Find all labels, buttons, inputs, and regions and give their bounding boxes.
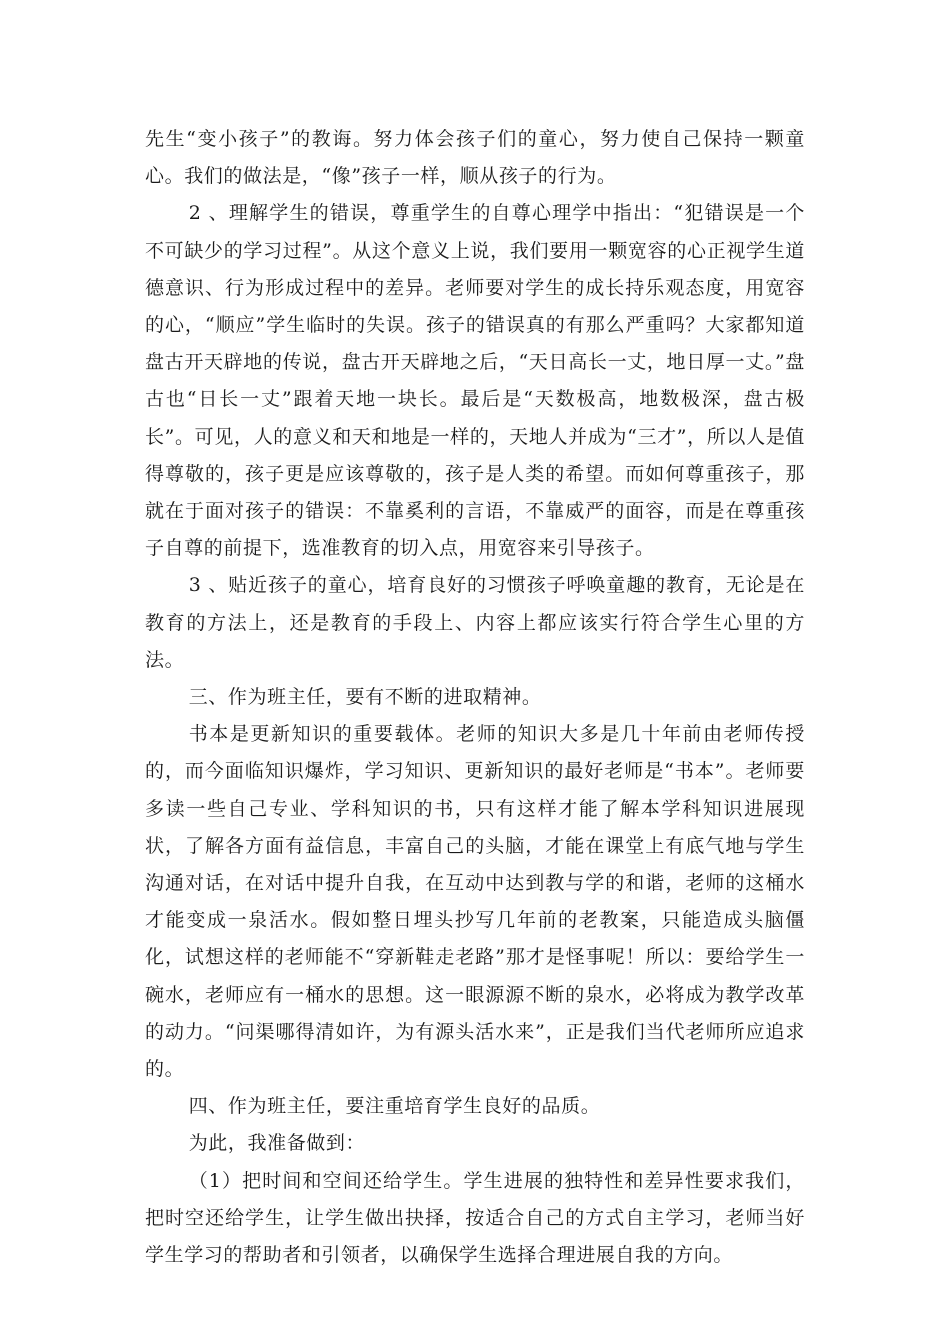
- paragraph-continuation: 先生“变小孩子”的教诲。努力体会孩子们的童心，努力使自己保持一颗童心。我们的做法是，“像”孩子一样，顺从孩子的行为。: [145, 128, 805, 188]
- paragraph-books: 书本是更新知识的重要载体。老师的知识大多是几十年前由老师传授的，而今面临知识爆炸，学习知识、更新知识的最好老师是“书本”。老师要多读一些自己专业、学科知识的书，只有这样才能了解本学科知识进展现状，了解各方面有益信息，丰富自己的头脑，才能在课堂上有底气地与学生沟通对话，在对话中提升自我，在互动中达到教与学的和谐，老师的这桶水才能变成一泉活水。假如整日埋头抄写几年前的老教案，只能造成头脑僵化，试想这样的老师能不“穿新鞋走老路”那才是怪事呢！所以：要给学生一碗水，老师应有一桶水的思想。这一眼源源不断的泉水，必将成为教学改革的动力。“问渠哪得清如许，为有源头活水来”，正是我们当代老师所应追求的。: [145, 723, 805, 1081]
- paragraph-item-one: （1）把时间和空间还给学生。学生进展的独特性和差异性要求我们，把时空还给学生，让学生做出抉择，按适合自己的方式自主学习，老师当好学生学习的帮助者和引领者，以确保学生选择合理进展自我的方向。: [145, 1169, 805, 1267]
- paragraph-childlike-heart: 3 、贴近孩子的童心，培育良好的习惯孩子呼唤童趣的教育，无论是在教育的方法上，还是教育的手段上、内容上都应该实行符合学生心里的方法。: [145, 574, 805, 671]
- paragraph-plan-intro: 为此，我准备做到：: [188, 1132, 366, 1155]
- document-body: [145, 121, 805, 1274]
- paragraph-understand-errors: 2 、理解学生的错误，尊重学生的自尊心理学中指出：“犯错误是一个不可缺少的学习过程”。从这个意义上说，我们要用一颗宽容的心正视学生道德意识、行为形成过程中的差异。老师要对学生的成长持乐观态度，用宽容的心，“顺应”学生临时的失误。孩子的错误真的有那么严重吗？大家都知道盘古开天辟地的传说，盘古开天辟地之后，“天日高长一丈，地日厚一丈。”盘古也“日长一丈”跟着天地一块长。最后是“天数极高，地数极深，盘古极长”。可见，人的意义和天和地是一样的，天地人并成为“三才”，所以人是值得尊敬的，孩子更是应该尊敬的，孩子是人类的希望。而如何尊重孩子，那就在于面对孩子的错误：不靠奚利的言语，不靠威严的面容，而是在尊重孩子自尊的前提下，选准教育的切入点，用宽容来引导孩子。: [145, 202, 805, 560]
- heading-section-three: 三、作为班主任，要有不断的进取精神。: [188, 686, 542, 709]
- heading-section-four: 四、作为班主任，要注重培育学生良好的品质。: [188, 1095, 601, 1118]
